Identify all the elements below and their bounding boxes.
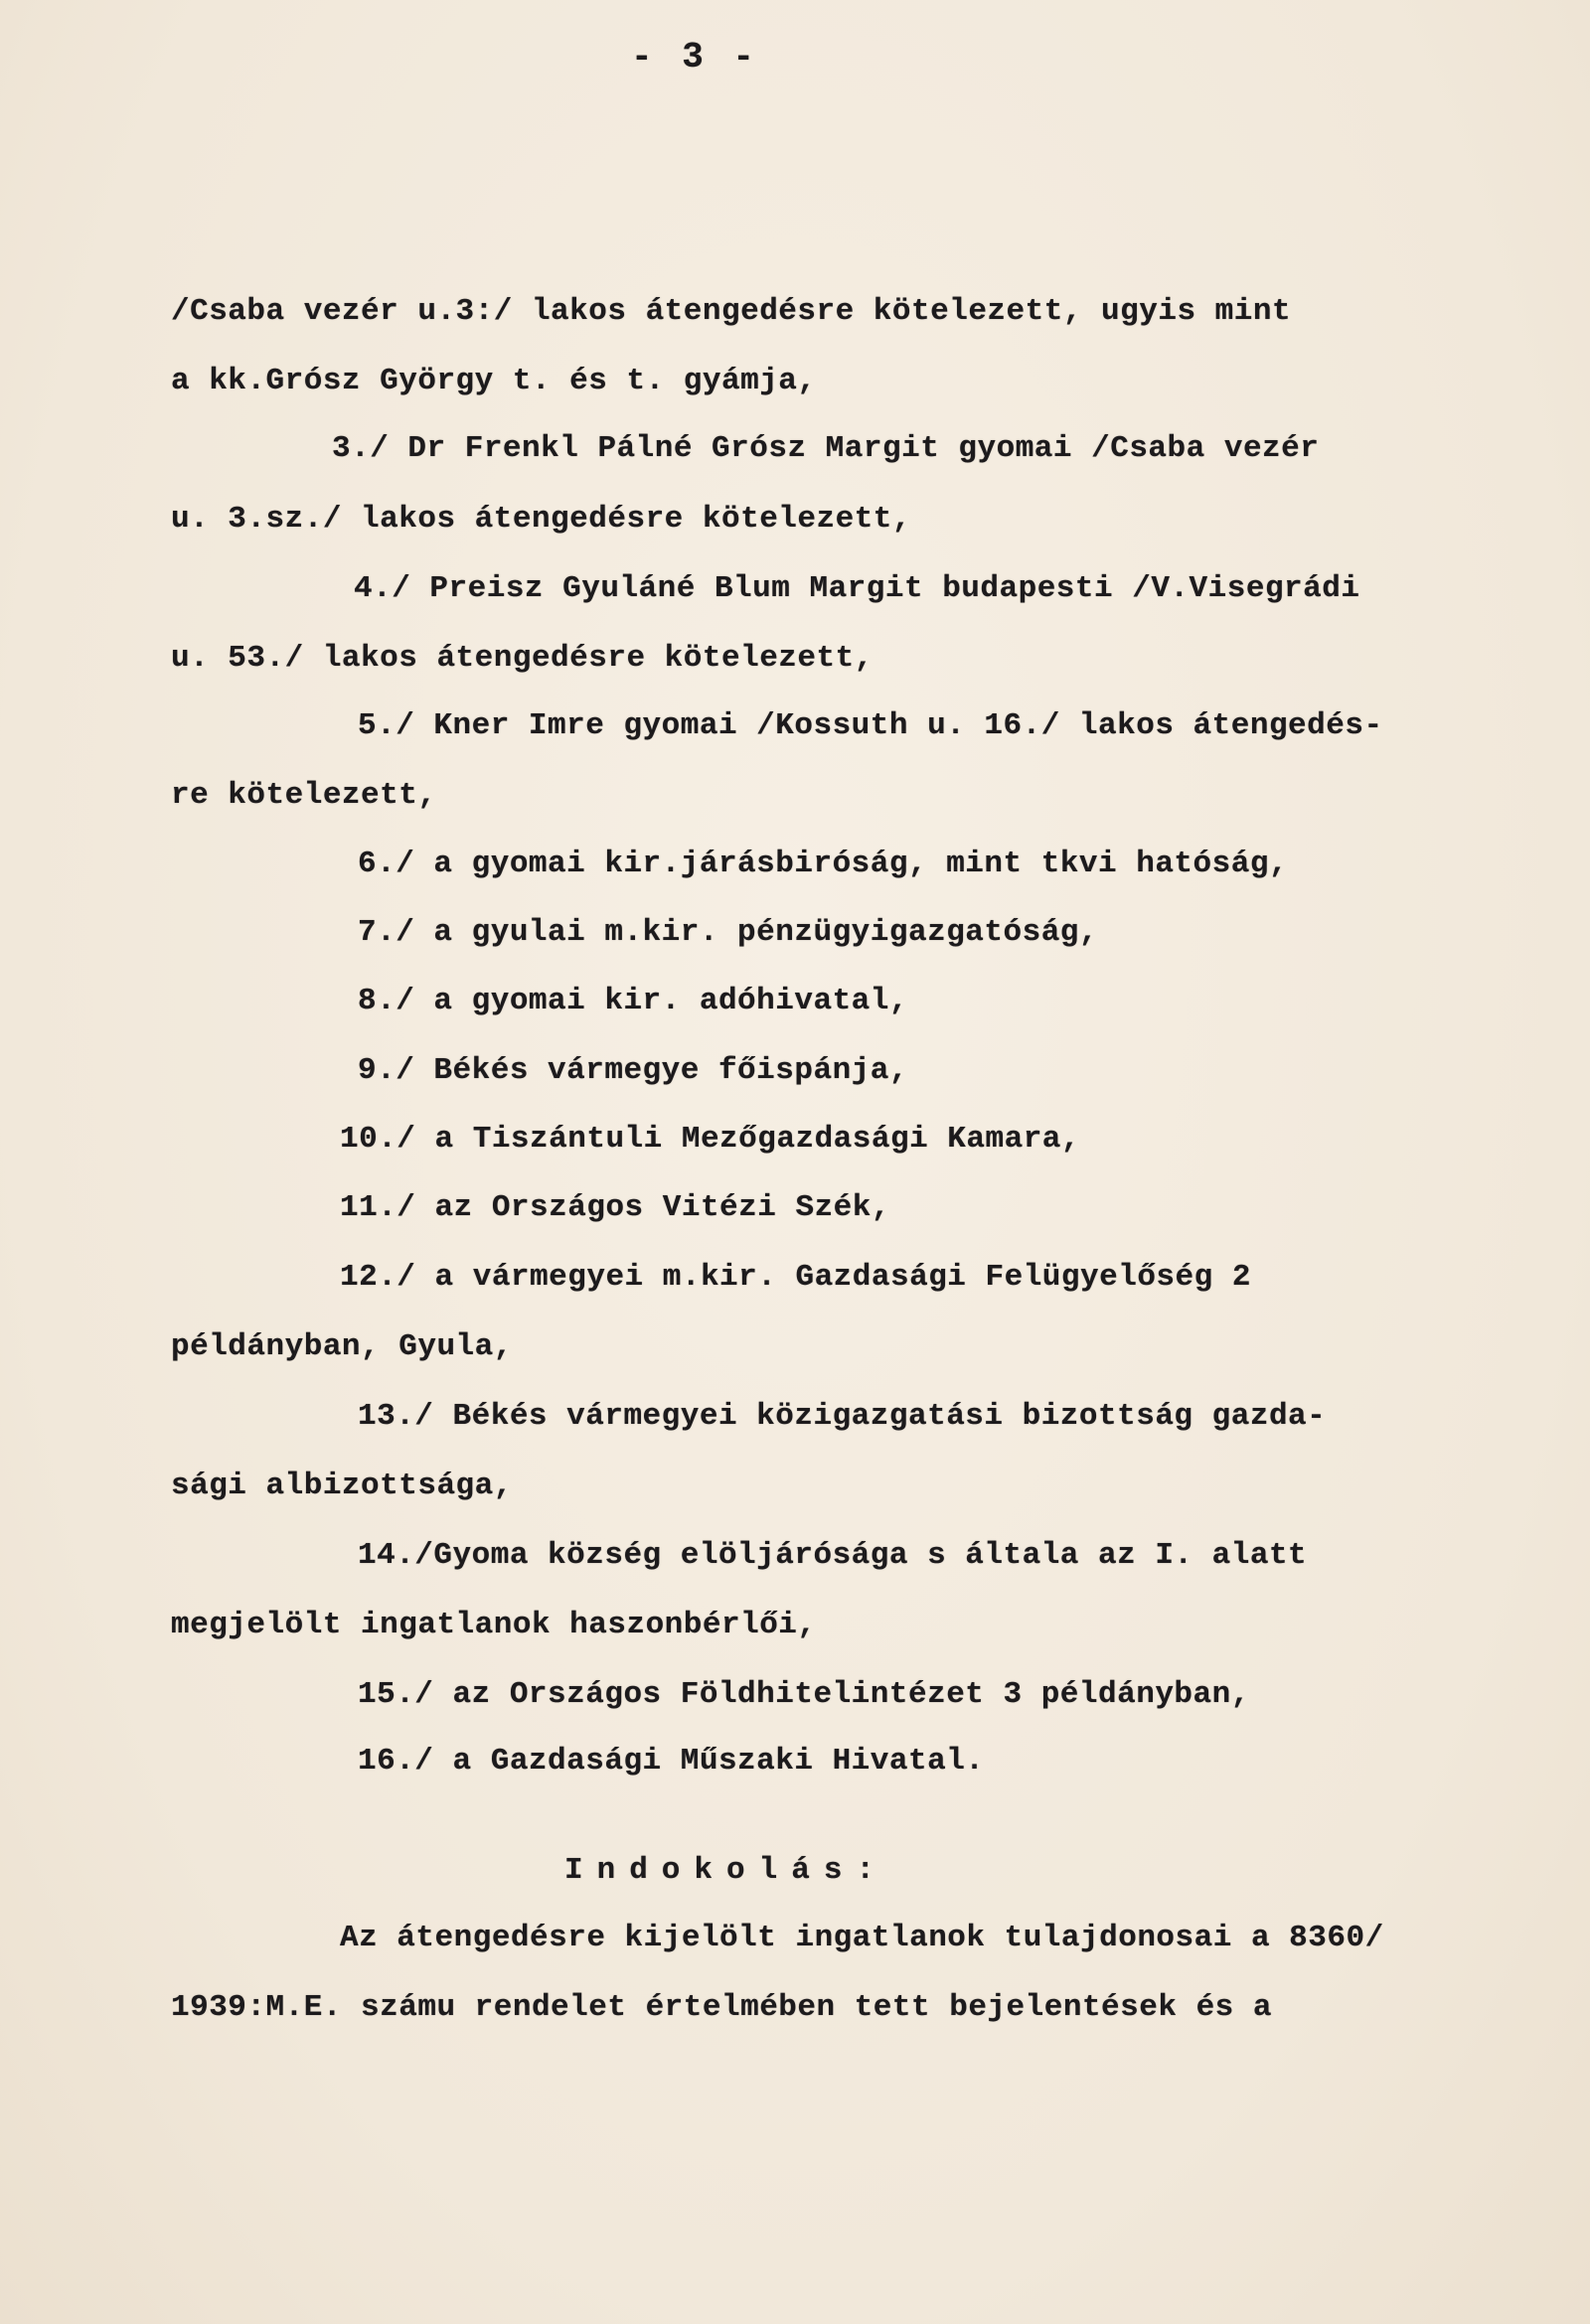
text-line: példányban, Gyula, [171,1329,513,1364]
text-line: 1939:M.E. számu rendelet értelmében tett bejelentések és a [171,1990,1272,2025]
list-item-4: 4./ Preisz Gyuláné Blum Margit budapesti /V.Visegrádi [354,571,1360,606]
section-heading: Indokolás: [564,1853,889,1888]
list-item-8: 8./ a gyomai kir. adóhivatal, [358,984,908,1018]
text-line: Az átengedésre kijelölt ingatlanok tulajdonosai a 8360/ [340,1921,1384,1955]
list-item-13: 13./ Békés vármegyei közigazgatási bizottság gazda- [358,1399,1327,1434]
list-item-5: 5./ Kner Imre gyomai /Kossuth u. 16./ lakos átengedés- [358,708,1383,743]
list-item-11: 11./ az Országos Vitézi Szék, [340,1190,890,1225]
text-line: /Csaba vezér u.3:/ lakos átengedésre kötelezett, ugyis mint [171,294,1292,329]
list-item-10: 10./ a Tiszántuli Mezőgazdasági Kamara, [340,1122,1081,1157]
list-item-6: 6./ a gyomai kir.járásbiróság, mint tkvi hatóság, [358,847,1289,881]
list-item-12: 12./ a vármegyei m.kir. Gazdasági Felügyelőség 2 [340,1260,1251,1295]
text-line: sági albizottsága, [171,1469,513,1503]
text-line: u. 3.sz./ lakos átengedésre kötelezett, [171,502,912,537]
list-item-14: 14./Gyoma község elöljárósága s általa az I. alatt [358,1538,1308,1573]
text-line: megjelölt ingatlanok haszonbérlői, [171,1608,817,1642]
page-number: - 3 - [631,37,759,77]
list-item-16: 16./ a Gazdasági Műszaki Hivatal. [358,1744,985,1779]
list-item-9: 9./ Békés vármegye főispánja, [358,1053,908,1088]
list-item-7: 7./ a gyulai m.kir. pénzügyigazgatóság, [358,915,1099,950]
list-item-3: 3./ Dr Frenkl Pálné Grósz Margit gyomai /Csaba vezér [332,431,1320,466]
list-item-15: 15./ az Országos Földhitelintézet 3 példányban, [358,1677,1250,1712]
text-line: re kötelezett, [171,778,437,813]
text-line: u. 53./ lakos átengedésre kötelezett, [171,641,874,676]
text-line: a kk.Grósz György t. és t. gyámja, [171,364,817,398]
